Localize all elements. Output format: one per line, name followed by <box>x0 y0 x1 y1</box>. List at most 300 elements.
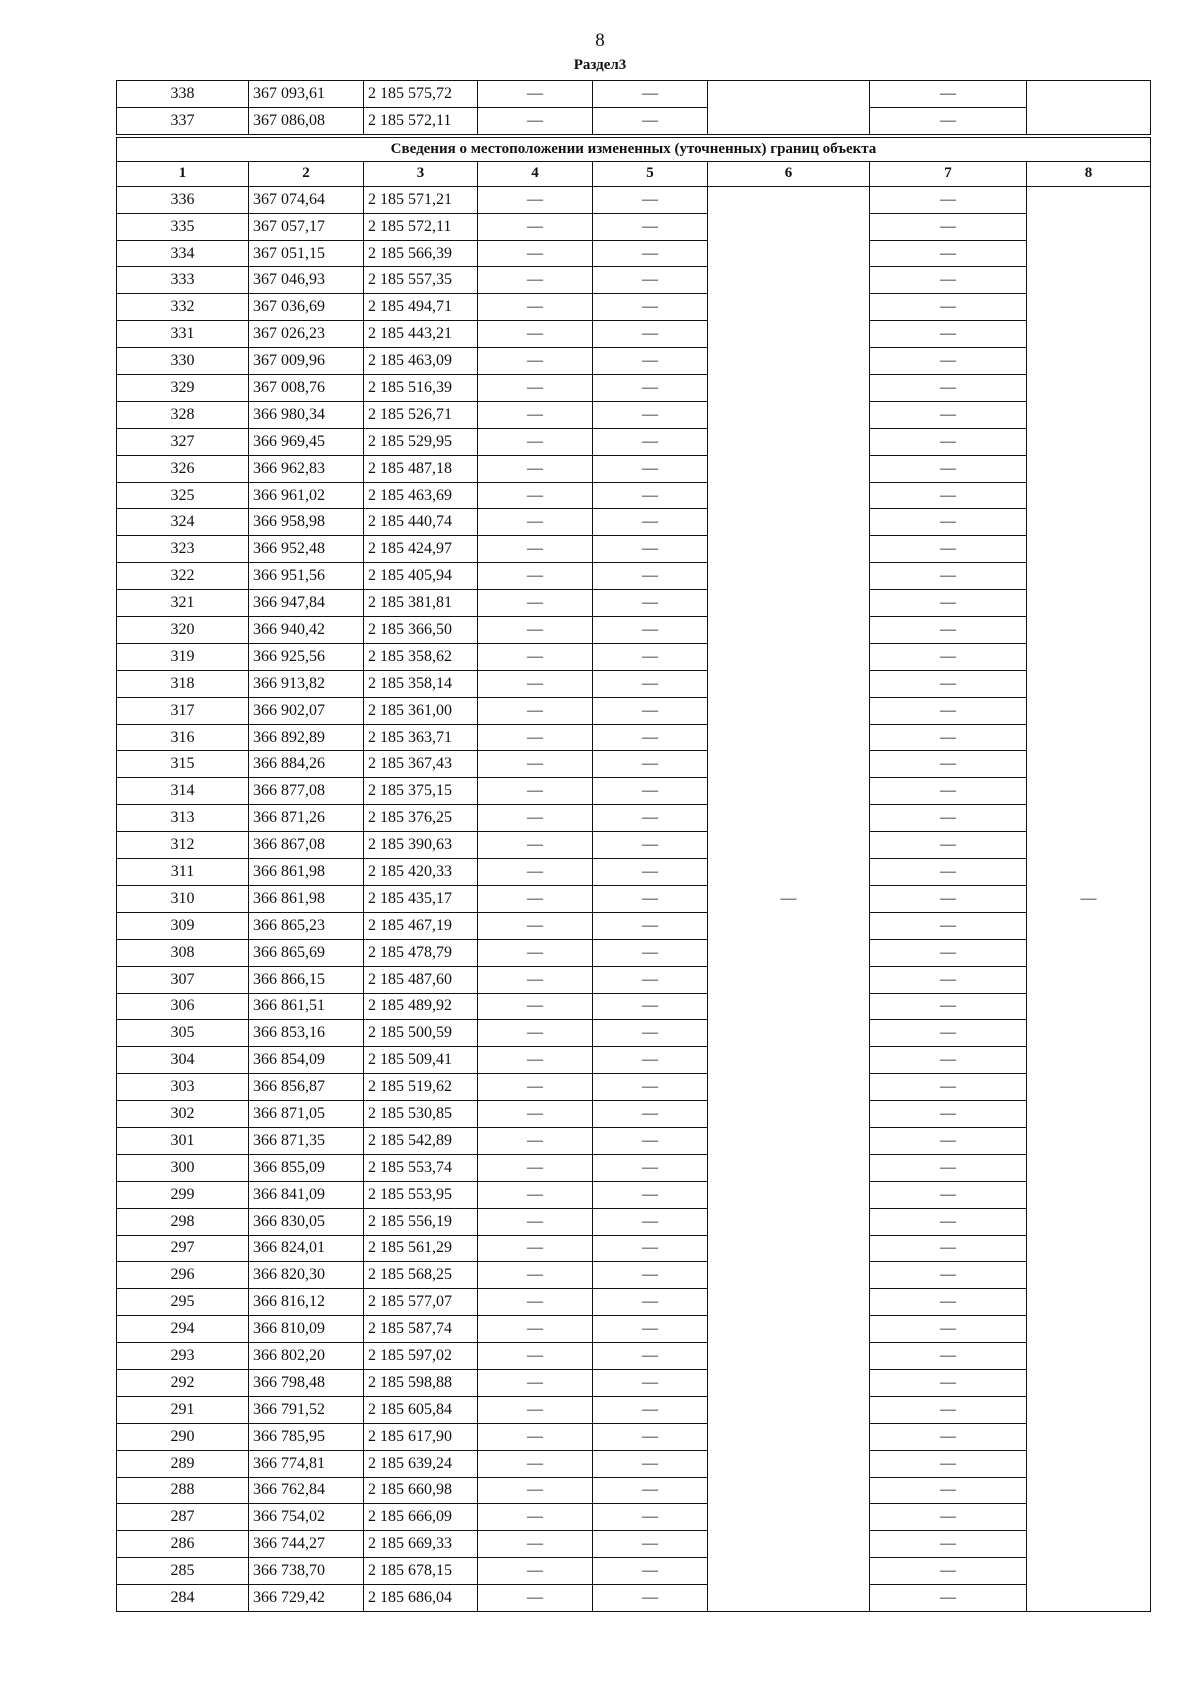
coord-y: 2 185 405,94 <box>364 563 478 590</box>
dash-cell: — <box>870 724 1027 751</box>
coord-y: 2 185 516,39 <box>364 375 478 402</box>
table-row <box>117 509 1151 536</box>
dash-cell: — <box>478 482 593 509</box>
dash-cell: — <box>593 563 708 590</box>
coord-x: 366 754,02 <box>249 1504 364 1531</box>
dash-cell: — <box>870 697 1027 724</box>
dash-cell: — <box>870 348 1027 375</box>
dash-cell: — <box>870 1154 1027 1181</box>
dash-cell: — <box>593 455 708 482</box>
coord-y: 2 185 420,33 <box>364 859 478 886</box>
coord-x: 366 866,15 <box>249 966 364 993</box>
dash-cell: — <box>593 1316 708 1343</box>
dash-cell: — <box>870 670 1027 697</box>
table-row <box>117 428 1151 455</box>
table-row <box>117 1316 1151 1343</box>
point-number: 336 <box>117 186 249 213</box>
coord-y: 2 185 571,21 <box>364 186 478 213</box>
dash-cell: — <box>478 1316 593 1343</box>
dash-cell: — <box>478 1154 593 1181</box>
point-number: 320 <box>117 617 249 644</box>
dash-cell: — <box>478 348 593 375</box>
coord-y: 2 185 553,95 <box>364 1181 478 1208</box>
coord-x: 366 865,23 <box>249 912 364 939</box>
dash-cell: — <box>593 509 708 536</box>
dash-cell: — <box>478 455 593 482</box>
coord-y: 2 185 530,85 <box>364 1101 478 1128</box>
table-row <box>117 1235 1151 1262</box>
coord-y: 2 185 489,92 <box>364 993 478 1020</box>
coord-x: 367 008,76 <box>249 375 364 402</box>
coord-x: 366 816,12 <box>249 1289 364 1316</box>
coord-y: 2 185 367,43 <box>364 751 478 778</box>
coord-x: 366 802,20 <box>249 1343 364 1370</box>
dash-cell: — <box>478 1101 593 1128</box>
dash-cell: — <box>478 1396 593 1423</box>
column-number: 2 <box>249 161 364 186</box>
dash-cell: — <box>870 1235 1027 1262</box>
point-number: 287 <box>117 1504 249 1531</box>
dash-cell: — <box>593 1585 708 1612</box>
table-row <box>117 590 1151 617</box>
coord-y: 2 185 435,17 <box>364 885 478 912</box>
dash-cell: — <box>593 670 708 697</box>
column-number: 5 <box>593 161 708 186</box>
point-number: 324 <box>117 509 249 536</box>
merged-col6: — <box>708 186 870 1611</box>
dash-cell: — <box>478 213 593 240</box>
table-row <box>117 1154 1151 1181</box>
coord-x: 366 962,83 <box>249 455 364 482</box>
coord-x: 366 952,48 <box>249 536 364 563</box>
dash-cell: — <box>870 1558 1027 1585</box>
point-number: 290 <box>117 1423 249 1450</box>
coord-x: 366 774,81 <box>249 1450 364 1477</box>
point-number: 299 <box>117 1181 249 1208</box>
dash-cell: — <box>593 482 708 509</box>
table-row <box>117 240 1151 267</box>
dash-cell: — <box>593 993 708 1020</box>
point-number: 300 <box>117 1154 249 1181</box>
coord-x: 366 820,30 <box>249 1262 364 1289</box>
point-number: 329 <box>117 375 249 402</box>
dash-cell: — <box>478 321 593 348</box>
table-row <box>117 348 1151 375</box>
dash-cell: — <box>478 401 593 428</box>
coord-y: 2 185 478,79 <box>364 939 478 966</box>
point-number: 321 <box>117 590 249 617</box>
dash-cell: — <box>478 778 593 805</box>
table-row <box>117 321 1151 348</box>
point-number: 308 <box>117 939 249 966</box>
dash-cell: — <box>478 1127 593 1154</box>
dash-cell: — <box>478 1208 593 1235</box>
subheading-row <box>117 136 1151 162</box>
table-row <box>117 724 1151 751</box>
point-number: 335 <box>117 213 249 240</box>
point-number: 307 <box>117 966 249 993</box>
coord-y: 2 185 669,33 <box>364 1531 478 1558</box>
point-number: 291 <box>117 1396 249 1423</box>
point-number: 316 <box>117 724 249 751</box>
dash-cell: — <box>870 1181 1027 1208</box>
dash-cell: — <box>593 1235 708 1262</box>
dash-cell: — <box>870 1101 1027 1128</box>
table-row <box>117 1020 1151 1047</box>
column-number: 7 <box>870 161 1027 186</box>
dash-cell: — <box>478 428 593 455</box>
table-row <box>117 993 1151 1020</box>
coord-x: 366 951,56 <box>249 563 364 590</box>
column-number: 4 <box>478 161 593 186</box>
dash-cell: — <box>870 428 1027 455</box>
table-row <box>117 1181 1151 1208</box>
coord-y: 2 185 358,14 <box>364 670 478 697</box>
dash-cell: — <box>593 1369 708 1396</box>
dash-cell: — <box>870 186 1027 213</box>
dash-cell: — <box>593 1531 708 1558</box>
coord-x: 366 856,87 <box>249 1074 364 1101</box>
dash-cell: — <box>478 1289 593 1316</box>
dash-cell: — <box>870 912 1027 939</box>
point-number: 311 <box>117 859 249 886</box>
coord-x: 366 830,05 <box>249 1208 364 1235</box>
point-number: 327 <box>117 428 249 455</box>
dash-cell: — <box>870 1127 1027 1154</box>
dash-cell: — <box>478 509 593 536</box>
dash-cell: — <box>478 1235 593 1262</box>
point-number: 288 <box>117 1477 249 1504</box>
dash-cell: — <box>593 1208 708 1235</box>
coord-x: 366 940,42 <box>249 617 364 644</box>
coord-y: 2 185 557,35 <box>364 267 478 294</box>
dash-cell: — <box>593 213 708 240</box>
section-title: Раздел3 <box>573 57 627 73</box>
dash-cell: — <box>478 859 593 886</box>
coord-x: 366 871,35 <box>249 1127 364 1154</box>
table-row <box>117 267 1151 294</box>
point-number: 325 <box>117 482 249 509</box>
dash-cell: — <box>870 1316 1027 1343</box>
dash-cell: — <box>478 294 593 321</box>
coord-y: 2 185 424,97 <box>364 536 478 563</box>
dash-cell: — <box>478 81 593 108</box>
table-row <box>117 81 1151 108</box>
table-row <box>117 1558 1151 1585</box>
dash-cell: — <box>593 1477 708 1504</box>
dash-cell: — <box>593 294 708 321</box>
dash-cell: — <box>593 697 708 724</box>
table-row <box>117 1343 1151 1370</box>
coord-y: 2 185 443,21 <box>364 321 478 348</box>
coord-y: 2 185 639,24 <box>364 1450 478 1477</box>
dash-cell: — <box>478 1343 593 1370</box>
table-row <box>117 563 1151 590</box>
coord-x: 366 947,84 <box>249 590 364 617</box>
point-number: 301 <box>117 1127 249 1154</box>
coord-y: 2 185 381,81 <box>364 590 478 617</box>
table-row <box>117 1396 1151 1423</box>
table-row <box>117 1504 1151 1531</box>
coord-y: 2 185 526,71 <box>364 401 478 428</box>
point-number: 328 <box>117 401 249 428</box>
coord-y: 2 185 358,62 <box>364 643 478 670</box>
coord-x: 367 026,23 <box>249 321 364 348</box>
dash-cell: — <box>870 939 1027 966</box>
table-row <box>117 670 1151 697</box>
dash-cell: — <box>593 1127 708 1154</box>
table-row <box>117 294 1151 321</box>
point-number: 306 <box>117 993 249 1020</box>
dash-cell: — <box>593 1504 708 1531</box>
coord-y: 2 185 678,15 <box>364 1558 478 1585</box>
coord-y: 2 185 463,09 <box>364 348 478 375</box>
dash-cell: — <box>870 993 1027 1020</box>
coord-x: 366 913,82 <box>249 670 364 697</box>
point-number: 331 <box>117 321 249 348</box>
dash-cell: — <box>478 751 593 778</box>
dash-cell: — <box>593 81 708 108</box>
dash-cell: — <box>870 1423 1027 1450</box>
dash-cell: — <box>593 536 708 563</box>
table-row <box>117 1047 1151 1074</box>
coord-y: 2 185 597,02 <box>364 1343 478 1370</box>
coord-y: 2 185 566,39 <box>364 240 478 267</box>
coord-y: 2 185 556,19 <box>364 1208 478 1235</box>
dash-cell: — <box>870 643 1027 670</box>
table-row <box>117 1450 1151 1477</box>
coord-y: 2 185 660,98 <box>364 1477 478 1504</box>
dash-cell: — <box>478 724 593 751</box>
table-row <box>117 859 1151 886</box>
dash-cell: — <box>870 617 1027 644</box>
dash-cell: — <box>593 1074 708 1101</box>
dash-cell: — <box>870 1369 1027 1396</box>
coord-y: 2 185 542,89 <box>364 1127 478 1154</box>
dash-cell: — <box>870 321 1027 348</box>
coord-x: 366 871,05 <box>249 1101 364 1128</box>
point-number: 337 <box>117 107 249 135</box>
coord-x: 366 810,09 <box>249 1316 364 1343</box>
dash-cell: — <box>593 832 708 859</box>
dash-cell: — <box>870 294 1027 321</box>
coord-x: 366 925,56 <box>249 643 364 670</box>
dash-cell: — <box>478 240 593 267</box>
coord-x: 366 892,89 <box>249 724 364 751</box>
dash-cell: — <box>593 724 708 751</box>
coord-x: 366 738,70 <box>249 1558 364 1585</box>
dash-cell: — <box>478 643 593 670</box>
dash-cell: — <box>593 375 708 402</box>
dash-cell: — <box>478 993 593 1020</box>
dash-cell: — <box>593 401 708 428</box>
dash-cell: — <box>870 778 1027 805</box>
dash-cell: — <box>593 643 708 670</box>
dash-cell: — <box>593 885 708 912</box>
coord-x: 366 867,08 <box>249 832 364 859</box>
coord-x: 366 961,02 <box>249 482 364 509</box>
coord-x: 366 785,95 <box>249 1423 364 1450</box>
dash-cell: — <box>870 885 1027 912</box>
table-row <box>117 213 1151 240</box>
subheading: Сведения о местоположении измененных (уточненных) границ объекта <box>117 136 1151 162</box>
coord-x: 367 093,61 <box>249 81 364 108</box>
dash-cell: — <box>870 1396 1027 1423</box>
coord-x: 366 865,69 <box>249 939 364 966</box>
table-row <box>117 751 1151 778</box>
coord-y: 2 185 666,09 <box>364 1504 478 1531</box>
dash-cell: — <box>870 81 1027 108</box>
dash-cell: — <box>593 590 708 617</box>
dash-cell: — <box>870 1074 1027 1101</box>
point-number: 315 <box>117 751 249 778</box>
coord-y: 2 185 605,84 <box>364 1396 478 1423</box>
dash-cell: — <box>478 1477 593 1504</box>
dash-cell: — <box>870 375 1027 402</box>
coord-y: 2 185 494,71 <box>364 294 478 321</box>
dash-cell: — <box>478 885 593 912</box>
table-row <box>117 912 1151 939</box>
dash-cell: — <box>870 455 1027 482</box>
point-number: 296 <box>117 1262 249 1289</box>
table-row <box>117 697 1151 724</box>
point-number: 312 <box>117 832 249 859</box>
point-number: 326 <box>117 455 249 482</box>
dash-cell: — <box>593 348 708 375</box>
table-row <box>117 1585 1151 1612</box>
coord-x: 367 036,69 <box>249 294 364 321</box>
dash-cell: — <box>593 240 708 267</box>
dash-cell: — <box>870 751 1027 778</box>
table-row <box>117 1531 1151 1558</box>
dash-cell: — <box>870 267 1027 294</box>
table-row <box>117 1101 1151 1128</box>
table-row <box>117 536 1151 563</box>
coord-y: 2 185 572,11 <box>364 213 478 240</box>
coord-x: 367 051,15 <box>249 240 364 267</box>
point-number: 322 <box>117 563 249 590</box>
dash-cell: — <box>593 966 708 993</box>
dash-cell: — <box>870 1047 1027 1074</box>
point-number: 295 <box>117 1289 249 1316</box>
dash-cell: — <box>870 1020 1027 1047</box>
table-row <box>117 939 1151 966</box>
point-number: 284 <box>117 1585 249 1612</box>
coord-y: 2 185 467,19 <box>364 912 478 939</box>
dash-cell: — <box>870 1289 1027 1316</box>
dash-cell: — <box>478 697 593 724</box>
coord-y: 2 185 575,72 <box>364 81 478 108</box>
coord-y: 2 185 487,18 <box>364 455 478 482</box>
coord-x: 366 861,98 <box>249 859 364 886</box>
dash-cell: — <box>870 859 1027 886</box>
dash-cell: — <box>870 1531 1027 1558</box>
coord-y: 2 185 487,60 <box>364 966 478 993</box>
dash-cell: — <box>593 1020 708 1047</box>
point-number: 317 <box>117 697 249 724</box>
table-row <box>117 966 1151 993</box>
table-row <box>117 107 1151 135</box>
table-row <box>117 778 1151 805</box>
column-number: 8 <box>1027 161 1151 186</box>
coord-y: 2 185 440,74 <box>364 509 478 536</box>
dash-cell: — <box>870 1477 1027 1504</box>
dash-cell: — <box>593 1047 708 1074</box>
point-number: 305 <box>117 1020 249 1047</box>
dash-cell: — <box>870 213 1027 240</box>
dash-cell: — <box>593 859 708 886</box>
dash-cell: — <box>593 1343 708 1370</box>
dash-cell: — <box>593 107 708 135</box>
column-number: 6 <box>708 161 870 186</box>
point-number: 313 <box>117 805 249 832</box>
coord-x: 366 861,98 <box>249 885 364 912</box>
coord-x: 366 791,52 <box>249 1396 364 1423</box>
coord-y: 2 185 366,50 <box>364 617 478 644</box>
dash-cell: — <box>478 966 593 993</box>
point-number: 319 <box>117 643 249 670</box>
dash-cell: — <box>478 1262 593 1289</box>
table-row <box>117 401 1151 428</box>
coord-x: 366 798,48 <box>249 1369 364 1396</box>
dash-cell: — <box>870 832 1027 859</box>
coord-x: 366 762,84 <box>249 1477 364 1504</box>
dash-cell: — <box>870 536 1027 563</box>
dash-cell: — <box>593 1289 708 1316</box>
dash-cell: — <box>870 1262 1027 1289</box>
page-number: 8 <box>595 30 605 51</box>
coord-x: 367 074,64 <box>249 186 364 213</box>
dash-cell: — <box>478 1423 593 1450</box>
point-number: 333 <box>117 267 249 294</box>
table-row <box>117 1289 1151 1316</box>
point-number: 293 <box>117 1343 249 1370</box>
table-row <box>117 1208 1151 1235</box>
dash-cell: — <box>478 590 593 617</box>
dash-cell: — <box>478 1181 593 1208</box>
coord-y: 2 185 568,25 <box>364 1262 478 1289</box>
dash-cell: — <box>478 670 593 697</box>
dash-cell: — <box>593 1450 708 1477</box>
coord-y: 2 185 376,25 <box>364 805 478 832</box>
dash-cell: — <box>593 778 708 805</box>
point-number: 338 <box>117 81 249 108</box>
point-number: 304 <box>117 1047 249 1074</box>
coord-y: 2 185 529,95 <box>364 428 478 455</box>
coord-y: 2 185 500,59 <box>364 1020 478 1047</box>
coord-y: 2 185 577,07 <box>364 1289 478 1316</box>
coord-y: 2 185 587,74 <box>364 1316 478 1343</box>
coord-y: 2 185 361,00 <box>364 697 478 724</box>
table-row <box>117 1127 1151 1154</box>
column-number: 1 <box>117 161 249 186</box>
point-number: 310 <box>117 885 249 912</box>
dash-cell: — <box>593 321 708 348</box>
table-row <box>117 455 1151 482</box>
dash-cell: — <box>478 186 593 213</box>
coord-x: 366 884,26 <box>249 751 364 778</box>
dash-cell: — <box>870 1504 1027 1531</box>
point-number: 330 <box>117 348 249 375</box>
dash-cell: — <box>478 1450 593 1477</box>
coord-x: 366 841,09 <box>249 1181 364 1208</box>
dash-cell: — <box>593 1423 708 1450</box>
coord-y: 2 185 686,04 <box>364 1585 478 1612</box>
point-number: 334 <box>117 240 249 267</box>
dash-cell: — <box>593 912 708 939</box>
dash-cell: — <box>870 1343 1027 1370</box>
dash-cell: — <box>478 1047 593 1074</box>
